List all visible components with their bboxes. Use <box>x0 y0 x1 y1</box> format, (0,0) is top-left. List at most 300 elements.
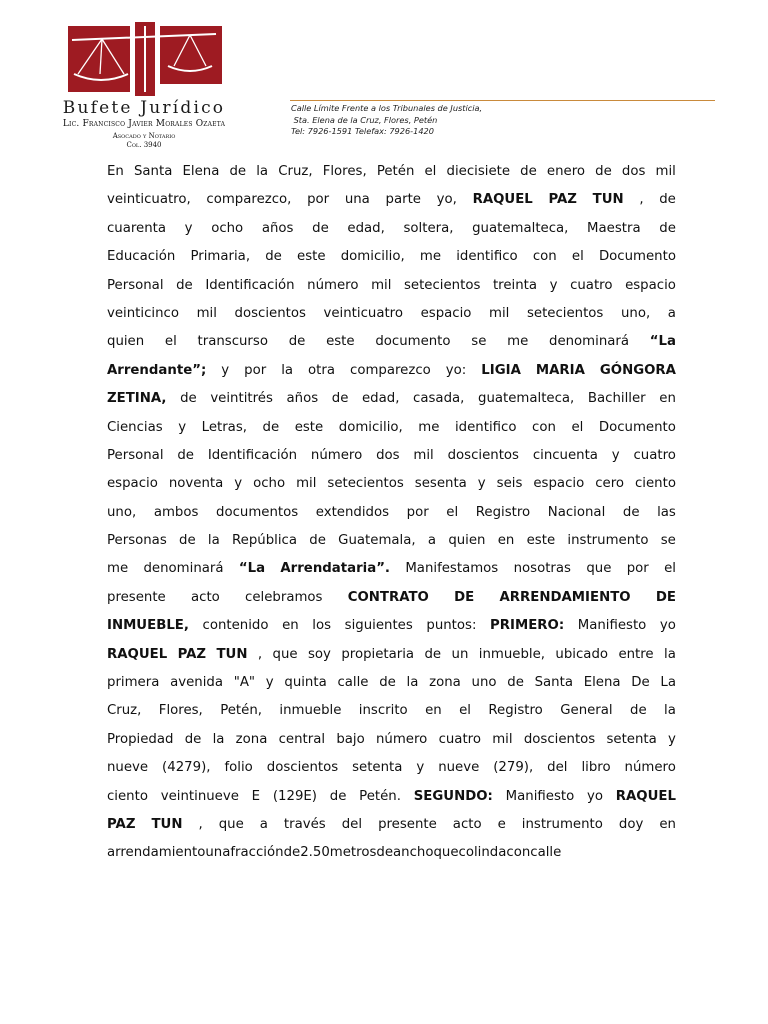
word: presente <box>107 589 166 605</box>
word: Identificación <box>205 277 295 293</box>
word: central <box>278 731 326 747</box>
word: me <box>107 561 129 577</box>
word: avenida <box>170 675 223 691</box>
word: Primaria, <box>190 249 251 265</box>
bold-word: CONTRATO <box>347 589 429 605</box>
word: de <box>179 533 196 549</box>
word: inmueble <box>279 703 342 719</box>
word: quien <box>448 533 486 549</box>
bold-word: MARIA <box>535 362 585 378</box>
word: propietaria <box>341 646 415 662</box>
word: Cruz, <box>107 703 142 719</box>
word: de <box>176 277 193 293</box>
word: y <box>668 731 676 747</box>
word: comparezco, <box>206 192 292 208</box>
word: General <box>560 703 613 719</box>
word: documento <box>375 334 451 350</box>
word: de <box>379 675 396 691</box>
bold-word: Arrendataria”. <box>280 561 390 577</box>
word: de <box>184 731 202 747</box>
document-line <box>107 697 676 725</box>
bold-word: “La <box>649 334 676 350</box>
word: mil <box>489 305 510 321</box>
word: inmueble, <box>478 646 546 662</box>
lawyer-name: Lic. Francisco Javier Morales Ozaeta <box>62 119 226 129</box>
word: quien <box>107 334 145 350</box>
word: guatemalteca, <box>472 220 569 236</box>
bold-word: DE <box>655 589 676 605</box>
header-divider <box>290 100 715 101</box>
document-line <box>107 272 676 300</box>
word: a <box>667 305 676 321</box>
scales-of-justice-logo <box>64 22 226 96</box>
word: cuatro <box>570 277 613 293</box>
word: sesenta <box>414 476 467 492</box>
word: enero <box>546 164 586 179</box>
word: casada, <box>413 391 465 407</box>
word: calle <box>530 845 562 861</box>
word: número <box>624 760 676 776</box>
word: la <box>207 533 220 549</box>
document-line <box>107 300 676 328</box>
word: Flores, <box>158 703 203 719</box>
word: e <box>497 816 506 832</box>
letterhead <box>0 0 768 160</box>
word: y <box>234 476 243 492</box>
word: que <box>433 845 459 861</box>
word: celebramos <box>245 589 323 605</box>
word: (4279), <box>162 760 211 776</box>
word: de <box>622 504 640 520</box>
word: en <box>659 816 676 832</box>
word: las <box>657 504 676 520</box>
document-line <box>107 811 676 839</box>
word: dos <box>376 447 400 463</box>
word: yo: <box>445 362 467 378</box>
word: cincuenta <box>532 447 598 463</box>
word: Ciencias <box>107 419 163 435</box>
word: entre <box>618 646 654 662</box>
document-line <box>107 612 676 640</box>
word: ubicado <box>555 646 609 662</box>
word: parte <box>385 192 421 208</box>
word: E <box>251 788 261 804</box>
word: cero <box>595 476 625 492</box>
word: espacio <box>107 476 158 492</box>
word: arrendamiento <box>107 845 206 861</box>
word: Petén. <box>359 788 401 804</box>
word: veinticuatro <box>323 305 403 321</box>
word: presente <box>378 816 437 832</box>
word: Documento <box>598 419 676 435</box>
word: del <box>341 816 363 832</box>
word: ciento <box>635 476 676 492</box>
word: instrumento <box>567 533 649 549</box>
word: Bachiller <box>587 391 646 407</box>
word: Petén <box>376 164 415 179</box>
word: documentos <box>216 504 299 520</box>
word: Identificación <box>207 447 298 463</box>
word: colinda <box>458 845 507 861</box>
word: con <box>506 845 531 861</box>
word: y <box>265 675 274 691</box>
word: La <box>660 675 676 691</box>
word: y <box>477 476 486 492</box>
word: número <box>376 731 428 747</box>
word: de <box>283 845 301 861</box>
word: En <box>107 164 124 179</box>
word: el <box>664 561 676 577</box>
word: mil <box>196 305 217 321</box>
document-line <box>107 641 676 669</box>
document-line <box>107 243 676 271</box>
word: zona <box>235 731 268 747</box>
word: noventa <box>168 476 224 492</box>
word: soy <box>307 646 331 662</box>
bold-word: “La <box>238 561 266 577</box>
word: doy <box>618 816 644 832</box>
word: cuatro <box>633 447 676 463</box>
word: cuatro <box>438 731 481 747</box>
word: uno <box>471 675 497 691</box>
word: y <box>549 277 558 293</box>
address-line: Sta. Elena de la Cruz, Flores, Petén <box>291 114 438 125</box>
word: setecientos <box>327 476 404 492</box>
document-line <box>107 158 676 186</box>
bold-word: GÓNGORA <box>599 362 676 378</box>
word: domicilio, <box>340 249 405 265</box>
word: transcurso <box>197 334 268 350</box>
word: extendidos <box>315 504 390 520</box>
word: de <box>329 788 347 804</box>
word: número <box>307 277 359 293</box>
word: de <box>630 703 647 719</box>
word: bajo <box>336 731 365 747</box>
word: Elena <box>182 164 220 179</box>
word: de <box>659 220 676 236</box>
word: la <box>212 731 225 747</box>
word: me <box>507 334 529 350</box>
word: el <box>571 249 584 265</box>
word: Manifiesto <box>577 618 647 634</box>
word: ocho <box>211 220 244 236</box>
bold-word: RAQUEL <box>472 192 533 208</box>
word: ciento <box>107 788 148 804</box>
word: , <box>257 646 263 662</box>
word: el <box>164 334 177 350</box>
word: espacio <box>533 476 585 492</box>
word: por <box>307 192 330 208</box>
word: ancho <box>393 845 434 861</box>
word: Personas <box>107 533 167 549</box>
document-line <box>107 414 676 442</box>
word: de <box>331 391 349 407</box>
word: este <box>297 249 326 265</box>
word: por <box>244 362 267 378</box>
word: domicilio, <box>338 419 403 435</box>
word: años <box>286 391 319 407</box>
document-line <box>107 754 676 782</box>
document-line <box>107 328 676 356</box>
word: "A" <box>233 675 256 691</box>
word: los <box>312 618 332 634</box>
word: veinticuatro, <box>107 192 191 208</box>
word: de <box>595 164 612 179</box>
word: mil <box>413 447 434 463</box>
word: este <box>526 533 556 549</box>
word: nueve <box>107 760 149 776</box>
document-line <box>107 357 676 385</box>
word: doscientos <box>266 760 339 776</box>
word: la <box>256 164 269 179</box>
word: cuarenta <box>107 220 167 236</box>
bold-word: LIGIA <box>481 362 521 378</box>
word: diecisiete <box>446 164 511 179</box>
document-line <box>107 215 676 243</box>
word: veinticinco <box>107 305 179 321</box>
word: y <box>416 760 425 776</box>
document-line <box>107 527 676 555</box>
word: años <box>261 220 294 236</box>
word: la <box>406 675 419 691</box>
firm-name: Bufete Jurídico <box>62 98 226 118</box>
bold-word: TUN <box>151 816 183 832</box>
word: , <box>198 816 203 832</box>
bold-word: RAQUEL <box>107 646 168 662</box>
word: de <box>376 845 394 861</box>
word: la <box>281 362 294 378</box>
word: el <box>424 164 437 179</box>
word: mil <box>296 476 317 492</box>
word: de <box>659 192 676 208</box>
bold-word: ARRENDAMIENTO <box>499 589 631 605</box>
word: Cruz, <box>278 164 313 179</box>
word: seis <box>496 476 523 492</box>
word: Elena <box>583 675 621 691</box>
word: de <box>507 675 524 691</box>
word: y <box>611 447 620 463</box>
word: una <box>205 845 231 861</box>
word: y <box>221 362 230 378</box>
word: de <box>262 419 280 435</box>
word: uno, <box>620 305 651 321</box>
word: Santa <box>534 675 573 691</box>
word: folio <box>224 760 253 776</box>
word: este <box>326 334 355 350</box>
word: edad, <box>361 391 400 407</box>
word: , <box>639 192 644 208</box>
word: mil <box>492 731 513 747</box>
word: que <box>586 561 612 577</box>
word: identifico <box>454 419 517 435</box>
document-line <box>107 555 676 583</box>
word: denominará <box>143 561 224 577</box>
bold-word: SEGUNDO: <box>413 788 493 804</box>
word: setenta <box>352 760 403 776</box>
word: instrumento <box>521 816 603 832</box>
bold-word: RAQUEL <box>615 788 676 804</box>
word: De <box>631 675 650 691</box>
word: metros <box>329 845 377 861</box>
lawyer-role: Asocado y Notario <box>112 132 176 140</box>
word: de <box>309 533 326 549</box>
word: una <box>344 192 370 208</box>
address-line: Calle Límite Frente a los Tribunales de Justicia, <box>291 103 483 113</box>
document-line <box>107 669 676 697</box>
word: zona <box>429 675 461 691</box>
bold-word: TUN <box>216 646 248 662</box>
word: 2.50 <box>300 845 330 861</box>
word: fracción <box>230 845 284 861</box>
word: de <box>229 164 247 179</box>
word: guatemalteca, <box>478 391 575 407</box>
word: veintinueve <box>160 788 239 804</box>
word: setecientos <box>526 305 604 321</box>
word: República <box>232 533 298 549</box>
firm-address <box>291 103 591 138</box>
word: número <box>310 447 363 463</box>
word: me <box>418 419 440 435</box>
document-body <box>107 158 676 868</box>
word: espacio <box>625 277 676 293</box>
word: Santa <box>133 164 173 179</box>
word: de <box>180 391 197 407</box>
word: Flores, <box>322 164 367 179</box>
word: de <box>288 334 306 350</box>
bold-word: INMUEBLE, <box>107 618 189 634</box>
word: se <box>660 533 676 549</box>
word: ambos <box>153 504 199 520</box>
document-line <box>107 186 676 214</box>
word: y <box>178 419 187 435</box>
word: me <box>419 249 442 265</box>
word: Petén, <box>220 703 262 719</box>
word: denominará <box>549 334 630 350</box>
word: por <box>406 504 429 520</box>
word: otra <box>308 362 336 378</box>
word: acto <box>452 816 482 832</box>
word: en <box>425 703 442 719</box>
word: dos <box>621 164 646 179</box>
bold-word: PRIMERO: <box>490 618 565 634</box>
word: de <box>312 220 329 236</box>
document-line <box>107 839 676 867</box>
word: Manifiesto <box>505 788 575 804</box>
word: Letras, <box>201 419 247 435</box>
word: doscientos <box>447 447 519 463</box>
word: calle <box>337 675 369 691</box>
word: el <box>459 703 471 719</box>
word: por <box>626 561 649 577</box>
word: yo <box>587 788 604 804</box>
word: (129E) <box>272 788 318 804</box>
college-number: Col. 3940 <box>126 141 162 149</box>
word: setenta <box>606 731 657 747</box>
word: primera <box>107 675 160 691</box>
document-line <box>107 442 676 470</box>
bold-word: PAZ <box>177 646 207 662</box>
document-line <box>107 726 676 754</box>
word: Nacional <box>547 504 606 520</box>
word: del <box>547 760 568 776</box>
word: de <box>520 164 537 179</box>
word: doscientos <box>234 305 306 321</box>
document-line <box>107 470 676 498</box>
word: a <box>427 533 437 549</box>
word: un <box>451 646 469 662</box>
word: la <box>664 646 676 662</box>
word: Propiedad <box>107 731 174 747</box>
word: identifico <box>456 249 518 265</box>
word: nueve <box>438 760 480 776</box>
word: treinta <box>492 277 538 293</box>
word: veintitrés <box>210 391 273 407</box>
bold-word: Arrendante”; <box>107 362 207 378</box>
document-line <box>107 385 676 413</box>
document-line <box>107 783 676 811</box>
bold-word: PAZ <box>107 816 136 832</box>
bold-word: ZETINA, <box>107 391 167 407</box>
word: soltera, <box>403 220 454 236</box>
word: Educación <box>107 249 176 265</box>
word: doscientos <box>523 731 596 747</box>
word: y <box>184 220 193 236</box>
word: Personal <box>107 277 164 293</box>
word: siguientes <box>344 618 413 634</box>
word: mil <box>655 164 676 179</box>
word: de <box>177 447 194 463</box>
word: edad, <box>347 220 385 236</box>
word: de <box>265 249 282 265</box>
word: comparezco <box>350 362 431 378</box>
word: este <box>294 419 324 435</box>
word: se <box>471 334 487 350</box>
word: la <box>664 703 676 719</box>
word: Guatemala, <box>338 533 416 549</box>
word: en <box>659 391 676 407</box>
bold-word: DE <box>454 589 475 605</box>
word: acto <box>190 589 220 605</box>
word: Registro <box>475 504 531 520</box>
word: (279), <box>493 760 534 776</box>
word: el <box>446 504 459 520</box>
word: Manifestamos <box>405 561 499 577</box>
word: con <box>532 249 557 265</box>
word: Registro <box>488 703 543 719</box>
word: espacio <box>420 305 472 321</box>
word: puntos: <box>426 618 477 634</box>
word: uno, <box>107 504 137 520</box>
word: mil <box>371 277 392 293</box>
word: través <box>283 816 326 832</box>
word: con <box>532 419 556 435</box>
word: ocho <box>253 476 286 492</box>
document-line <box>107 499 676 527</box>
bold-word: TUN <box>592 192 624 208</box>
address-line: Tel: 7926-1591 Telefax: 7926-1420 <box>291 126 434 136</box>
word: setecientos <box>403 277 481 293</box>
word: libro <box>581 760 611 776</box>
word: Maestra <box>587 220 641 236</box>
word: que <box>272 646 298 662</box>
word: Documento <box>598 249 676 265</box>
word: yo, <box>436 192 457 208</box>
word: en <box>497 533 515 549</box>
bold-word: PAZ <box>548 192 577 208</box>
word: que <box>218 816 244 832</box>
word: inscrito <box>358 703 408 719</box>
word: de <box>424 646 442 662</box>
